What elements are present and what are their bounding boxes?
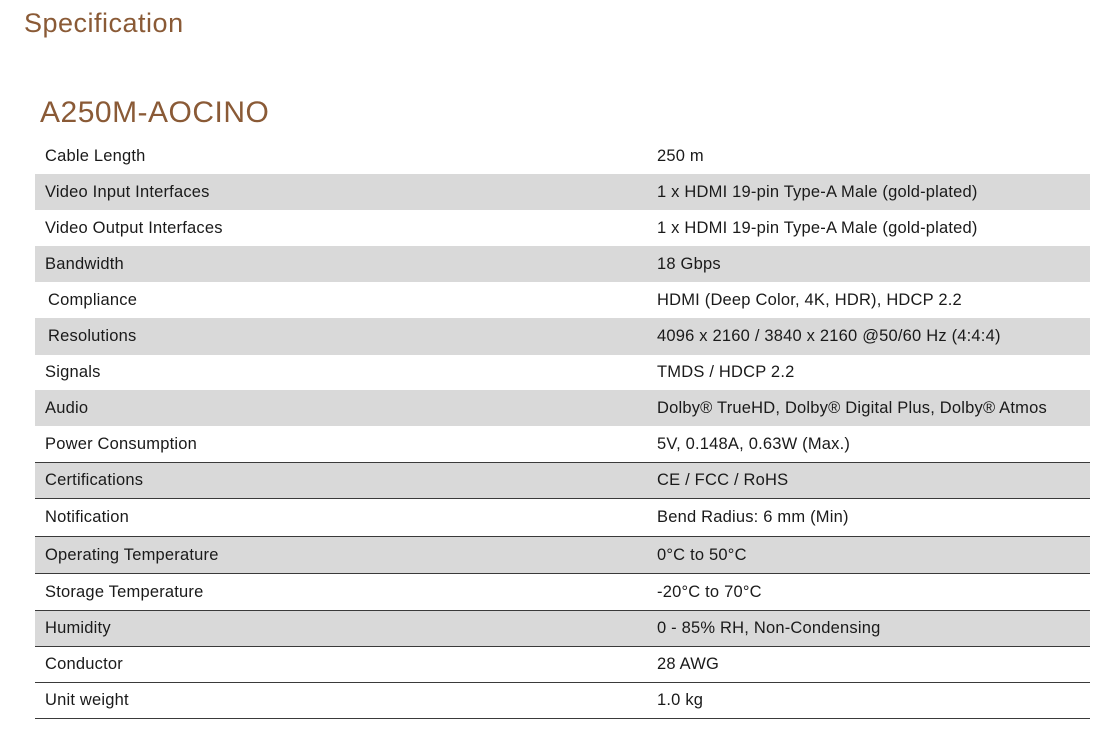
spec-label: Resolutions <box>48 327 137 345</box>
spec-value: 1 x HDMI 19-pin Type-A Male (gold-plated) <box>657 182 978 201</box>
spec-value: TMDS / HDCP 2.2 <box>657 363 795 381</box>
spec-row-humidity <box>35 611 1090 647</box>
spec-label: Bandwidth <box>45 254 124 273</box>
spec-row-operating-temp <box>35 537 1090 574</box>
spec-row-video-output <box>35 210 1090 246</box>
spec-value: Dolby® TrueHD, Dolby® Digital Plus, Dolby® Atmos <box>657 398 1047 417</box>
spec-row-notification <box>35 499 1090 537</box>
spec-row-unit-weight <box>35 683 1090 719</box>
spec-label: Humidity <box>45 619 111 637</box>
spec-label: Compliance <box>48 290 138 309</box>
spec-row-signals <box>35 355 1090 390</box>
spec-value: 0°C to 50°C <box>657 545 747 564</box>
spec-value: 1 x HDMI 19-pin Type-A Male (gold-plated) <box>657 218 978 237</box>
spec-label: Notification <box>45 508 130 526</box>
spec-value: 1.0 kg <box>657 691 704 709</box>
model-title: A250M-AOCINO <box>40 96 270 129</box>
spec-value: 28 AWG <box>657 655 720 673</box>
spec-label: Unit weight <box>45 691 129 709</box>
spec-value: 5V, 0.148A, 0.63W (Max.) <box>657 434 851 453</box>
spec-label: Conductor <box>45 655 123 673</box>
spec-row-compliance <box>35 282 1090 318</box>
spec-value: CE / FCC / RoHS <box>657 471 789 489</box>
spec-row-bandwidth <box>35 246 1090 282</box>
spec-label: Storage Temperature <box>45 582 204 601</box>
spec-row-video-input <box>35 174 1090 210</box>
spec-label: Power Consumption <box>45 434 197 453</box>
spec-row-conductor <box>35 647 1090 683</box>
spec-row-audio <box>35 390 1090 426</box>
spec-value: 4096 x 2160 / 3840 x 2160 @50/60 Hz (4:4:4) <box>657 327 1001 345</box>
spec-row-certifications <box>35 463 1090 499</box>
spec-row-cable-length <box>35 139 1090 174</box>
spec-value: 0 - 85% RH, Non-Condensing <box>657 619 881 637</box>
spec-value: 250 m <box>657 147 704 165</box>
spec-table <box>35 139 1090 719</box>
spec-row-resolutions <box>35 318 1090 355</box>
spec-label: Operating Temperature <box>45 545 219 564</box>
spec-label: Certifications <box>45 471 144 489</box>
spec-row-storage-temp <box>35 574 1090 611</box>
spec-value: HDMI (Deep Color, 4K, HDR), HDCP 2.2 <box>657 290 962 309</box>
spec-label: Video Input Interfaces <box>45 182 210 201</box>
spec-label: Signals <box>45 363 101 381</box>
spec-label: Video Output Interfaces <box>45 218 223 237</box>
spec-row-power <box>35 426 1090 463</box>
spec-label: Cable Length <box>45 147 146 165</box>
spec-value: -20°C to 70°C <box>657 582 762 601</box>
spec-label: Audio <box>45 398 89 417</box>
spec-value: Bend Radius: 6 mm (Min) <box>657 508 849 526</box>
spec-value: 18 Gbps <box>657 254 721 273</box>
page-title: Specification <box>24 8 184 38</box>
